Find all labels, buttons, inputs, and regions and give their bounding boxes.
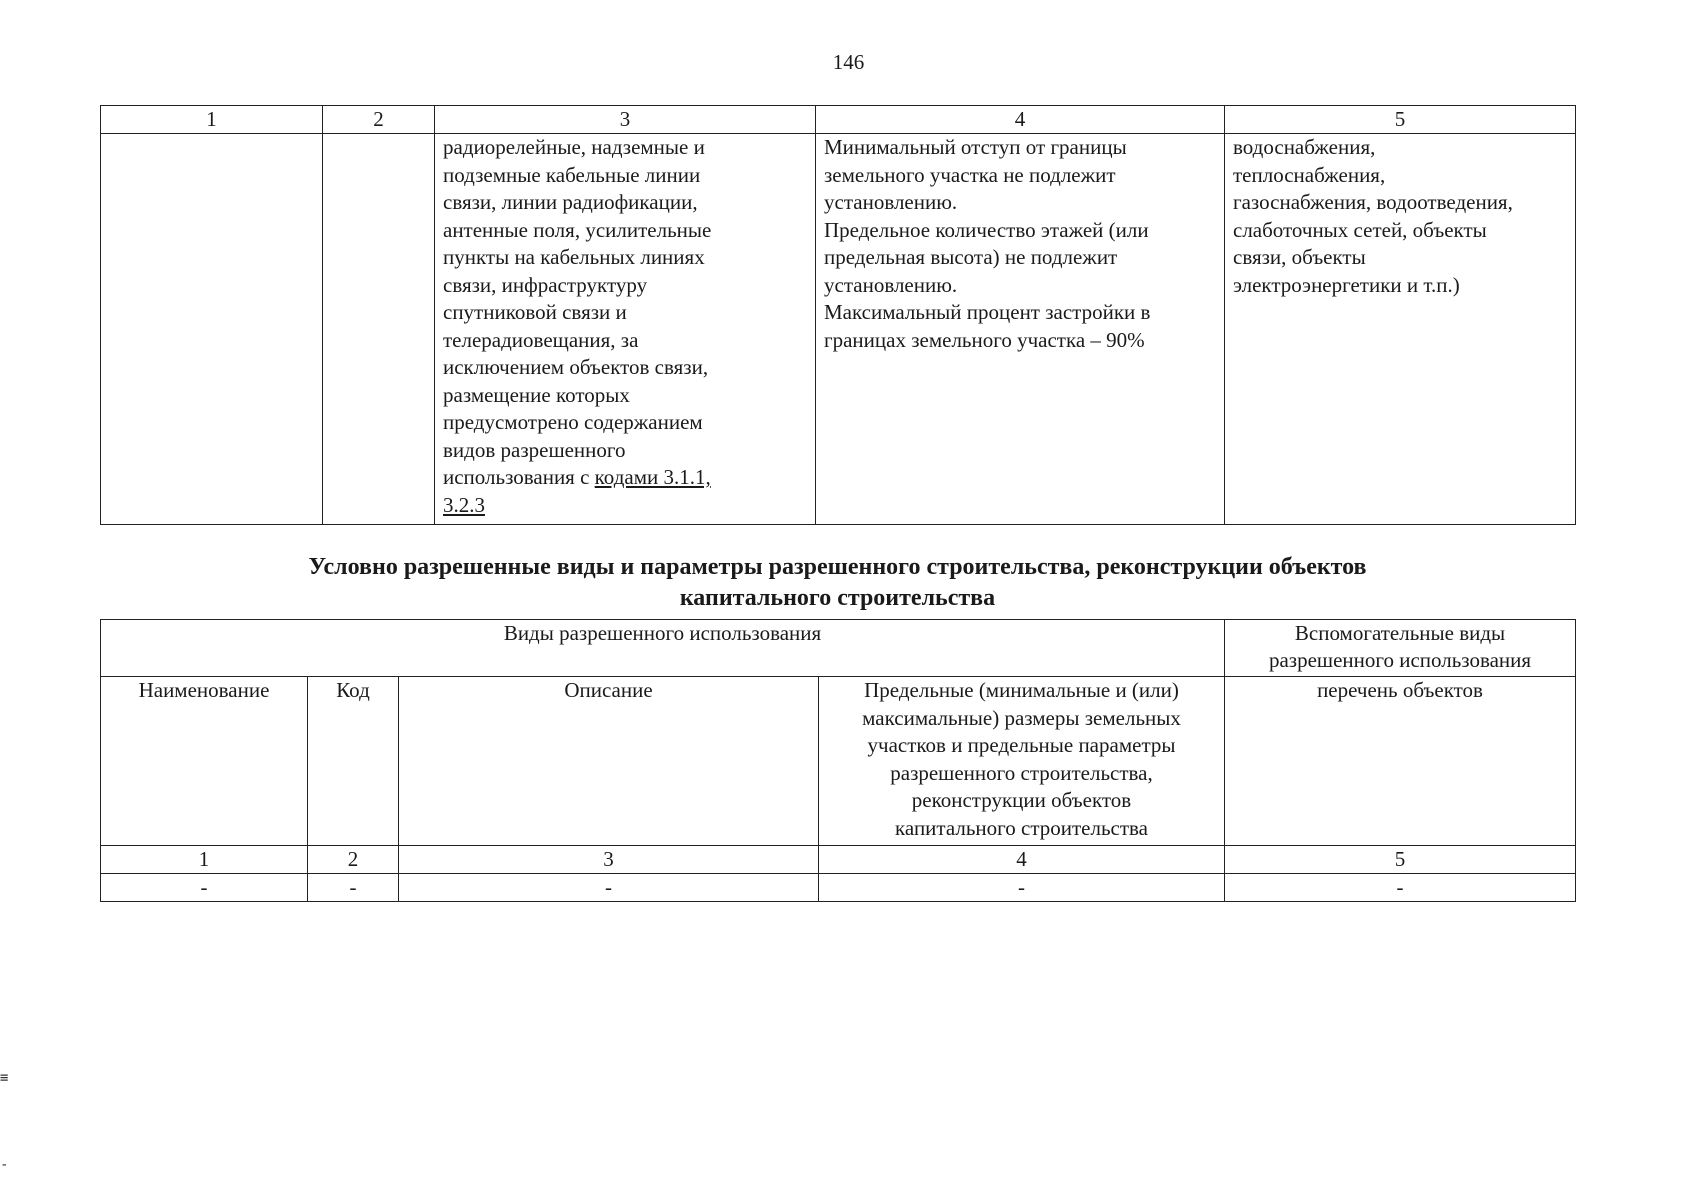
column-number-row: [101, 846, 1576, 874]
text-line: спутниковой связи и: [443, 300, 627, 324]
auxiliary-uses-group-header: [1225, 620, 1576, 677]
code-reference-link[interactable]: кодами 3.1.1,: [594, 465, 711, 489]
column-number: 5: [1225, 106, 1576, 134]
text-line: установлению.: [824, 190, 958, 214]
text-line: Максимальный процент застройки в: [824, 300, 1151, 324]
text-line: Минимальный отступ от границы: [824, 135, 1127, 159]
text-line: размещение которых: [443, 382, 630, 407]
empty-value-cell: -: [101, 874, 308, 902]
description-cell: [435, 134, 816, 525]
text-line: радиорелейные, надземные и: [443, 135, 705, 159]
column-number: 3: [435, 106, 816, 134]
column-number: 4: [819, 846, 1225, 874]
margin-mark: ≡: [0, 1070, 9, 1086]
empty-value-cell: -: [819, 874, 1225, 902]
text-line: антенные поля, усилительные: [443, 217, 712, 242]
parameters-column-header: [819, 677, 1225, 846]
text-line: связи, объекты: [1233, 245, 1366, 269]
name-cell: [101, 134, 323, 525]
header-line: капитального строительства: [895, 815, 1148, 840]
column-number: 5: [1225, 846, 1576, 874]
text-line: водоснабжения,: [1233, 135, 1376, 159]
header-line: участков и предельные параметры: [867, 733, 1176, 757]
conditional-uses-table: [100, 619, 1576, 902]
table-row: [101, 874, 1576, 902]
section-title-line: Условно разрешенные виды и параметры разрешенного строительства, реконструкции объектов: [308, 554, 1367, 580]
empty-value-cell: -: [399, 874, 819, 902]
code-reference-link[interactable]: 3.2.3: [443, 492, 485, 517]
text-line: теплоснабжения,: [1233, 162, 1386, 187]
text-line: газоснабжения, водоотведения,: [1233, 190, 1513, 214]
code-cell: [323, 134, 435, 525]
text-line: Предельное количество этажей (или: [824, 217, 1149, 242]
column-number: 2: [323, 106, 435, 134]
name-column-header: Наименование: [101, 677, 308, 846]
text-line: подземные кабельные линии: [443, 162, 701, 187]
objects-list-column-header: перечень объектов: [1225, 677, 1576, 846]
empty-value-cell: -: [1225, 874, 1576, 902]
text-line: телерадиовещания, за: [443, 327, 639, 352]
column-number: 4: [816, 106, 1225, 134]
text-line: предусмотрено содержанием: [443, 410, 703, 434]
margin-marks: [0, 1070, 9, 1173]
text-line: установлению.: [824, 272, 958, 297]
header-line: максимальные) размеры земельных: [862, 705, 1181, 730]
permitted-uses-group-header: Виды разрешенного использования: [101, 620, 1225, 677]
column-header-row: [101, 677, 1576, 846]
column-number: 3: [399, 846, 819, 874]
column-number: 2: [308, 846, 399, 874]
auxiliary-objects-cell: [1225, 134, 1576, 525]
header-line: реконструкции объектов: [911, 788, 1132, 812]
text-line: исключением объектов связи,: [443, 355, 709, 379]
text-line: слаботочных сетей, объекты: [1233, 217, 1487, 242]
header-line: разрешенного использования: [1268, 648, 1532, 672]
text-line: земельного участка не подлежит: [824, 162, 1116, 187]
margin-mark: -: [0, 1157, 9, 1173]
continuation-table: [100, 105, 1576, 525]
section-title-line: капитального строительства: [679, 585, 996, 611]
text-line: видов разрешенного: [443, 437, 626, 462]
text-line: связи, линии радиофикации,: [443, 190, 698, 214]
section-title: [100, 552, 1575, 614]
group-header-row: [101, 620, 1576, 677]
empty-value-cell: -: [308, 874, 399, 902]
text-line: пункты на кабельных линиях: [443, 245, 705, 269]
text-fragment: использования с: [443, 465, 590, 489]
page-number: 146: [832, 50, 865, 74]
description-column-header: Описание: [399, 677, 819, 846]
code-column-header: Код: [308, 677, 399, 846]
text-line-with-link: [443, 464, 807, 492]
header-line: Предельные (минимальные и (или): [864, 678, 1179, 702]
header-line: Вспомогательные виды: [1294, 621, 1506, 645]
parameters-cell: [816, 134, 1225, 525]
table-row: [101, 134, 1576, 525]
column-number: 1: [101, 106, 323, 134]
column-number-row: [101, 106, 1576, 134]
column-number: 1: [101, 846, 308, 874]
header-line: разрешенного строительства,: [890, 760, 1153, 785]
text-line: предельная высота) не подлежит: [824, 245, 1118, 269]
text-line: границах земельного участка – 90%: [824, 327, 1145, 352]
text-line: электроэнергетики и т.п.): [1233, 272, 1460, 297]
text-line: связи, инфраструктуру: [443, 272, 648, 297]
